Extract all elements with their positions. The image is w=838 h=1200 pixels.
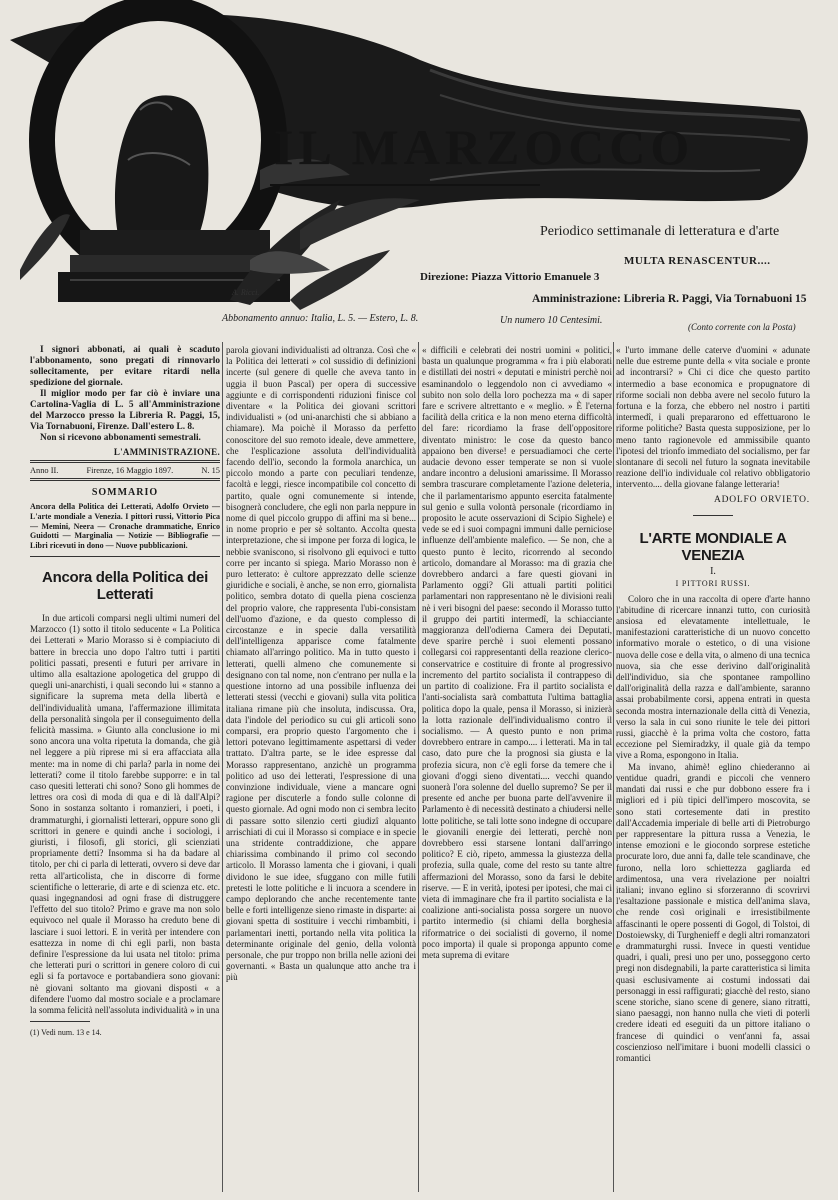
masthead [0,0,838,330]
column-rule [222,342,223,1192]
article-body: Ma invano, ahimè! eglino chiederanno ai ventidue quadri, grandi e piccoli che vennero mandati dai russi e che pur dobbono essere fra i migliori ed i più tipici dell'impero moscovita, se sono stati cortesemente dati in prestito dall'Accademia imperiale di belle arti di Pietroburgo per rappresentare la pittura russa a Venezia, le intense emozioni e le giocondo sorprese estetiche procurate loro, due anni fa, dalle tele scandinave, che furono, nella loro schiettezza gagliarda ed ardimentosa, una vera rivelazione per noialtri italiani; invano eglino si sforzeranno di scovrirvi l'esaltazione passionale e mistica dell'anima slava, che rende così originali e irresistibilmente affascinanti le opere possenti di Gogol, di Tolstoi, di Dostoiewsky, di Turghenieff e degli altri romanzatori e drammaturghi russi. Invece in questi ventidue quadri, i quali, presi uno per uno, posseggono certo pregi non disdegnabili, la parte caratteristica si limita quasi esclusivamente ai costumi indossati dai personaggi in essi raffigurati; giacchè del resto, siano scene storiche, siano scene di genere, siano ritratti, siano paesaggi, non hanno nulla che vieti di poterli credere ideati ed eseguiti da un pittore italiano o francese di quindici o vent'anni fa, assai coscienzioso nell'imitare i buoni modelli classici o romantici [616,761,810,1063]
single-issue-price: Un numero 10 Centesimi. [500,315,603,326]
masthead-subtitle: Periodico settimanale di letteratura e d'arte [540,224,780,239]
issue-line [30,466,220,475]
notice-signature: L'AMMINISTRAZIONE. [113,447,220,457]
sommario-heading: SOMMARIO [91,487,159,498]
issue-number: N. 15 [201,466,220,475]
article-body: parola giovani individualisti ad oltranza. Così che « la Politica dei letterati » col sussidio di definizioni incerte (sul genere di quelle che aveva tanto in uggia il buon Pascal) per opera di successive aggiunte e di corrispondenti riduzioni finisce col diventare « la Politica dei giovani scrittori individualisti » (od uni-anarchisti che si abbiano a chiamare). Ma poichè il Morasso da perfetto conoscitore del suo remoto ideale, deve ammettere, che l'esplicazione assoluta dell'individualità facendo dell'io, secondo la formola anarchica, un piccolo mondo a parte con peculiari tendenze, facoltà e leggi, riesce incompatibile col concetto di partito, quale ogni comunemente si intende, bisognerà concludere, che egli non parla neppure in nome di quel piccolo gruppo di affini ma sì bene... in nome proprio e per sè soltanto. Accolta questa interpretazione, che si impone per forza di logica, le nebbie svaniscono, si risolvono gli equivoci e tutto corre per incanto si spiega. Mario Morasso non è puro letterato: è cultore apprezzato delle scienze giuridiche e sociali, è anche, se non erro, giornalista politico, sembra dotato di quella piena coscienza del proprio valore, che rappresenta l'ubi-consistam dell'uomo d'azione, e da questo complesso di circostanze e in specie dalla versatilità dell'intelligenza apparisce come fatalmente chiamato all'arringo politico. Ma in tutto questo i letterati, quelli almeno che comunemente si designano con tal nome, non c'entrano per nulla e la questione intorno ad una possibile influenza dei letterati stessi (vecchi e giovani) sulla vita politica italiana rimane più che insoluta, indiscussa. Ora, data l'indole del periodico su cui gli articoli sono comparsi, era proprio questo l'argomento che i lettori potevano legittimamente aspettarsi di veder trattato. D'altra parte, se le idee espresse dal Morasso rappresentano, anzichè un programma politico ad uso dei letterati, l'espressione di una convinzione individuale, viene a mancare ogni ragione per discuterle a fondo sulle colonne di questo giornale. Ad ogni modo non ci sembra lecito di passare sotto silenzio certi giudizî alquanto arrischiati di cui il Morasso si compiace e in specie una stridente contraddizione, che appare chiarissima combinando il primo col secondo articolo. Il Morasso lamenta che i giovani, i quali dividono le sue idee, sfuggano con mille futili pretesti le lotte politiche e li incuora a scendere in campo deplorando che anche recentemente tante belle e forti intelligenze sieno rimaste in disparte: ai giovani spetta di sostituire i vecchi rimbambiti, i parlamentari inetti, portando nella vita politica la determinante originale del genio, della volontà personale, che pur troppo non brilla nelle azioni dei governanti. « Basta un qualunque atto anche tra i più [226,345,416,983]
article-title: L'ARTE MONDIALE A VENEZIA [639,529,787,564]
column-4 [616,345,810,1195]
article-signature: ADOLFO ORVIETO. [713,494,810,505]
column-rule [613,342,614,1192]
masthead-title: IL MARZOCCO [274,119,695,175]
masthead-motto: MULTA RENASCENTUR.... [624,255,771,267]
divider [30,478,220,481]
column-2 [226,345,416,1195]
column-1 [30,345,220,1190]
issue-year: Anno II. [30,466,59,475]
subscriber-notice [30,345,220,457]
postal-account-note: (Conto corrente con la Posta) [688,322,796,332]
administration-address: Amministrazione: Libreria R. Paggi, Via Tornabuoni 15 [532,293,807,305]
article-body: In due articoli comparsi negli ultimi numeri del Marzocco (1) sotto il titolo seducente « La Politica dei Letterati » Mario Morasso si è compiaciuto di battere in breccia uno dopo l'altro tutti i partiti politici passati, presenti e futuri per arrivare in ultimo alla esaltazione apologetica del gruppo di quegli uni-anarchisti, i quali secondo lui « stanno a significare la suprema meta della libertà e dell'individualità umana, l'affermazione illimitata della personalità singola per il conseguimento della felicità massima. » Giunto alla conclusione io mi sono ancora una volta ripetuta la domanda, che già nel leggere a più riprese mi si era affacciata alla mente: ma in nome di chi parla? parla in nome dei letterati? come il titolo farebbe supporre: e in tal caso quesiti letterati chi sono? Sono gli hommes de lettres ora così di moda di qua e di là dall'Alpi? Sono in sostanza soltanto i romanzieri, i poeti, i drammaturghi, i giornalisti letterari, oppure sono gli scrittori in genere e quindi anche i sociologi, i giuristi, i filosofi, gli storici, gli scienziati propriamente detti? Insomma si ha da badare al titolo, per chi ci parla di letterati, ovvero si deve dar retta all'articolista, che in discorre di forme scientifiche o letterarie, di arte e di scienza etc. etc. quasi ingegnandosi ad ogni frase di distruggere l'effetto del suo titolo? Primo e grave ma non solo equivoco nel quale il Morasso ha creduto bene di lasciare i suoi lettori. E in verità per intendere con esattezza in nome di chi egli parli, non basta definire l'espressione da lui usata nel titolo: prima che letterati puri o scrittori in genere coloro di cui egli si fa portavoce e portabandiera sono giovani: nè giovani soltanto ma giovani disposti « a difendere l'uomo dal mostro sociale e a proclamare la somma felicità nell'assoluta individualità » in una [30,612,220,1016]
article-body: « difficili e celebrati dei nostri uomini « politici, basta un qualunque programma « fra i più elaborati e distillati dei nostri « deputati e ministri perchè noi esaminandolo o leggendolo non ci avvediamo « subito non solo della loro pochezza ma « di saper fare e scrivere altrettanto e « meglio. » È l'eterna facilità della critica e la non meno eterna difficoltà del fare: ricordiamo la frase dell'oppositore diventato ministro: le cose da questo banco appaiono ben diverse! e persuadiamoci che certe audacie devono esser temperate se non si vuole andare incontro a delusioni amarissime. Il Morasso sembra trascurare completamente l'azione deleteria, che il parlamentarismo appunto esercita fatalmente sul genio e sulla volontà personale (ricordiamo in proposito le acute osservazioni di Scipio Sighele) e vede se ed i suoi compagni immuni dalle perniciose influenze dell'ambiente malefico. — Se non, che a questo punto è lecito, ricorrendo al secondo articolo, domandare al Morasso: ma di grazia che dovrebbero andarci a fare questi giovani in Parlamento oggi? Gli attuali partiti politici parlamentari non rappresentano nè le divisioni reali nè i veri bisogni del paese: secondo il Morasso tutto il gruppo dei partiti intermedî, la schiacciante maggioranza dell'odierna Camera dei Deputati, deve sparire perchè i suoi elementi possano collegarsi coi rappresentanti della reazione clerico-conservatrice e costituire di fronte al progressivo incremento del partito socialista il contrappeso di un partito di coalizione. Fra il partito socialista e l'anti-socialista sarà combattuta l'ultima battaglia politica dopo la quale, pensa il Morasso, si inizierà la lotta razionale dell'individualismo contro il socialismo. — A questo punto e non prima dovrebbero entrare in campo.... i letterati. Ma in tal caso, dato pure che la prognosi sia giusta e la profezia sicura, non c'è egli forse da temere che i giovani d'oggi sieno diventati.... vecchi quando suonerà l'ora solenne del duello supremo? Se per il presente ed anche per buona parte dell'avvenire il Parlamento è di necessità destinato a chiudersi nelle lotte politiche, se tali lotte sono indegne di occupare le giovanili energie dei letterati, perchè non dovrebbero essi starsene lontani dall'arringo politico? E ciò, ripeto, ammessa la giustezza della profezia, sulla quale, come del resto su tante altre affermazioni del Morasso, sono da farsi le debite riserve. — E in verità, ipotesi per ipotesi, che mai ci vieta di immaginare che fra il partito socialista e la coalizione anti-socialista possa sorgere un nuovo partito intermedio (si chiami della borghesia riformatrice o dei socialisti di governo, il nome poco importa) il quale si proponga appunto come meta suprema di evitare [422,345,612,960]
footnote: (1) Vedi num. 13 e 14. [30,1028,102,1038]
engraver-signature: A. Ricci. [232,288,260,297]
notice-paragraph: Non si ricevono abbonamenti semestrali. [40,433,201,443]
sommario-text: Ancora della Politica dei Letterati, Adolfo Orvieto — L'arte mondiale a Venezia. I pittori russi, Vittorio Pica — Memini, Neera — Cronache drammatiche, Enrico Guidotti — Marginalia — Notizie — Bibliografie — Libri ricevuti in dono — Nuove pubblicazioni. [30,502,220,551]
notice-paragraph: Il miglior modo per far ciò è inviare una Cartolina-Vaglia di L. 5 all'Amministrazione del Marzocco presso la Libreria R. Paggi, 15, Via Tornabuoni, Firenze. Dall'estero L. 8. [30,389,220,432]
issue-date: Firenze, 16 Maggio 1897. [86,466,174,475]
article-body: Coloro che in una raccolta di opere d'arte hanno l'abitudine di ricercare innanzi tutto, con curiosità ansiosa ed elevatamente intellettuale, le manifestazioni caratteristiche di un nuovo concetto informativo morale o estetico, o di una visione nuova delle cose e della vita, o almeno di una tecnica nuova, sia che esse derivino dall'originalità dell'individuo, sia che spontanee rampollino dall'originalità della razza e dall'ambiente, saranno assai probabilmente corsi, appena entrati in questa seconda mostra internazionale della città di Venezia, verso la sala in cui sono riunite le tele dei pittori russi, giacchè è la prima volta che costoro, fatta eccezione pel Siemiradzky, il quale già da tempo vive a Roma, espongono in Italia. [616,593,810,761]
divider [30,460,220,463]
footnote-rule [30,1021,90,1022]
divider [693,515,733,516]
subscription-price: Abbonamento annuo: Italia, L. 5. — Estero, L. 8. [222,313,419,324]
direction-address: Direzione: Piazza Vittorio Emanuele 3 [420,271,600,283]
article-body: « l'urto immane delle caterve d'uomini « adunate nelle due estreme punte della « vita sociale e pronte ad incontrarsi? » Chi ci dice che questo partito intermedio a base economica e propugnatore di riforme sociali non debba avere nel secolo futuro la fortuna e la forza, che ebbero nel nostro i partiti intermedî, i quali prepararono ed effettuarono le riforme politiche? Basta questa supposizione, per lo meno tanto ragionevole ed ammissibile quanto l'ipotesi del trionfo immediato del socialismo, per far slontanare di secoli nel futuro la sognata inevitabile reazione dell'io individuale col relativo obbligatorio intervento.... della giovane falange letteraria! [616,345,810,490]
column-3 [422,345,612,1195]
column-rule [418,342,419,1192]
article-part-number: I. [710,565,716,577]
article-section-heading: I PITTORI RUSSI. [675,578,751,588]
divider [30,556,220,557]
article-title: Ancora della Politica dei Letterati [42,568,208,603]
notice-paragraph: I signori abbonati, ai quali è scaduto l'abbonamento, sono pregati di rinnovarlo sollecitamente, per evitare ritardi nella spedizione del giornale. [30,345,220,388]
